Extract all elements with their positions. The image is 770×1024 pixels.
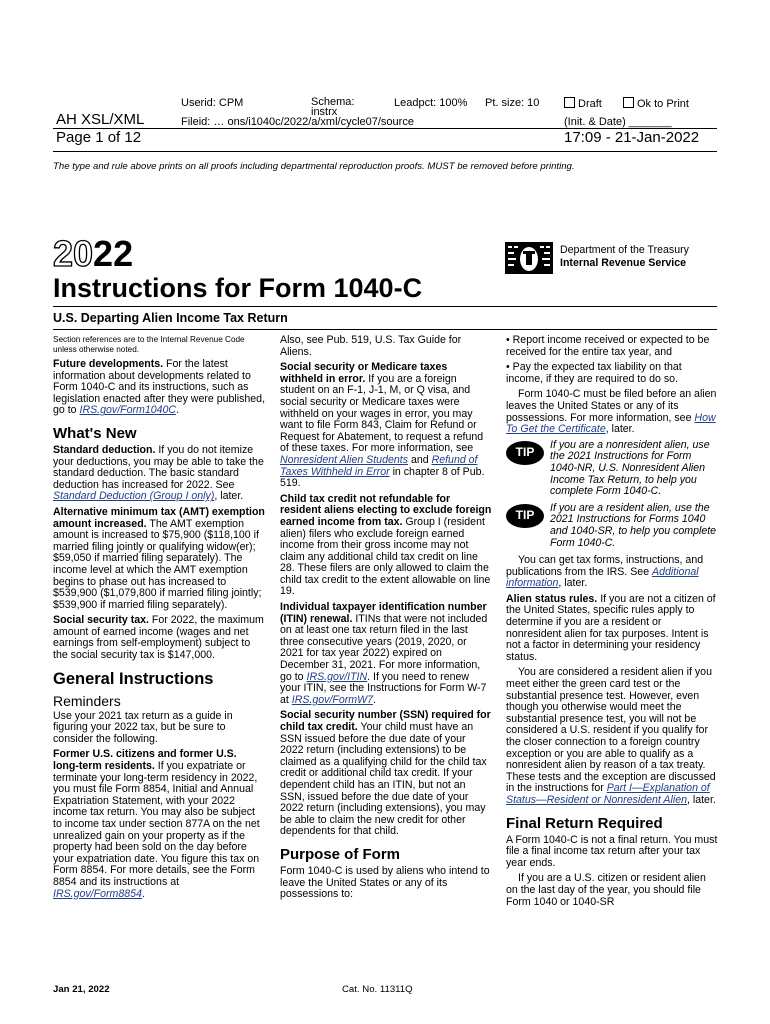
- irs-eagle-logo-icon: [505, 240, 553, 276]
- future-developments-paragraph: Future developments. For the latest information about developments related to Form 1040-C and its instructions, such as legislation enacted after they were published, go to IRS.gov/Form1040C.: [53, 358, 266, 417]
- alien-status-heading: Alien status rules.: [506, 592, 598, 605]
- ss-medicare-paragraph: [280, 362, 492, 490]
- column-2: [280, 335, 492, 905]
- amt-heading: Alternative minimum tax (AMT) exemption amount increased.: [53, 505, 265, 530]
- resident-alien-end: , later.: [686, 793, 716, 806]
- reminders-text: Use your 2021 tax return as a guide in figuring your 2022 tax, but be sure to consider the following.: [53, 709, 233, 745]
- tip-resident: [506, 503, 718, 549]
- former-citizens-end: .: [141, 887, 145, 900]
- must-file-end: , later.: [605, 423, 635, 436]
- ok-to-print-label: Ok to Print: [637, 98, 689, 110]
- child-tax-credit-paragraph: [280, 494, 492, 598]
- ok-check-box-icon: [623, 97, 634, 108]
- ok-to-print-checkbox[interactable]: [623, 97, 689, 110]
- column-1: [53, 335, 265, 904]
- year-title: [53, 234, 133, 274]
- itin-renewal-mid: . If you need to renew your ITIN, see the Instructions for Form W-7 at: [280, 670, 487, 706]
- agency-line-2: Internal Revenue Service: [560, 257, 687, 269]
- tip-resident-text: If you are a resident alien, use the 2021 Instructions for Forms 1040 and 1040-SR, to help you complete Form 1040-C.: [550, 501, 717, 549]
- tax-forms-text: You can get tax forms, instructions, and publications from the IRS. See: [506, 554, 704, 578]
- final-return-text: A Form 1040-C is not a final return. You must file a final income tax return after your tax year ends.: [506, 833, 718, 869]
- how-to-get-certificate-link[interactable]: How To Get the Certificate: [506, 411, 716, 436]
- citizen-resident-text: If you are a U.S. citizen or resident alien on the last day of the year, you should file Form 1040 or 1040-SR: [506, 872, 706, 908]
- amt-paragraph: [53, 507, 265, 611]
- doc-code: AH XSL/XML: [56, 111, 145, 128]
- year-outline: 20: [53, 233, 94, 274]
- agency-line-1: Department of the Treasury: [560, 244, 689, 256]
- former-citizens-heading: Former U.S. citizens and former U.S. long-term residents.: [53, 748, 237, 773]
- standard-deduction-end: , later.: [214, 490, 244, 503]
- draft-check-box-icon: [564, 97, 575, 108]
- draft-label: Draft: [578, 98, 602, 110]
- ss-medicare-text: If you are a foreign student on an F-1, J-1, M, or Q visa, and social security or Medicare taxes were withheld on your wages in error, you may want to file Form 843, Claim for Refund or Request for Abatement, to request a refund of these taxes. For more information, see: [280, 372, 484, 455]
- alien-status-text: If you are not a citizen of the United States, specific rules apply to determine if you are a resident or nonresident alien for tax purposes. Intent is not a factor in determining your residency status.: [506, 592, 716, 663]
- userid: Userid: CPM: [181, 97, 244, 109]
- fileid: Fileid: … ons/i1040c/2022/a/xml/cycle07/source: [181, 116, 414, 128]
- document-title: Instructions for Form 1040-C: [53, 273, 423, 303]
- init-date: (Init. & Date) _______: [564, 116, 672, 128]
- tax-forms-paragraph: [506, 555, 718, 590]
- social-security-tax-heading: Social security tax.: [53, 614, 149, 627]
- social-security-tax-paragraph: [53, 615, 265, 661]
- social-security-tax-text: For 2022, the maximum amount of earned income (wages and net earnings from self-employment) subject to the social security tax is $147,000.: [53, 614, 264, 662]
- itin-renewal-heading: Individual taxpayer identification number (ITIN) renewal.: [280, 601, 487, 625]
- itin-renewal-paragraph: [280, 602, 492, 706]
- final-return-heading: Final Return Required: [506, 814, 663, 832]
- must-file-text: Form 1040-C must be filed before an alien leaves the United States or any of its possessions. For more information, see: [506, 388, 717, 424]
- whats-new-heading: What's New: [53, 424, 137, 442]
- leadpct: Leadpct: 100%: [394, 97, 468, 109]
- title-rule: [53, 306, 717, 307]
- ptsize: Pt. size: 10: [485, 97, 540, 109]
- tip-nonresident-text: If you are a nonresident alien, use the 2021 Instructions for Form 1040-NR, U.S. Nonresident Alien Income Tax Return, to help you complete Form 1040-C.: [550, 438, 710, 498]
- standard-deduction-link[interactable]: Standard Deduction (Group I only): [53, 490, 215, 503]
- nonresident-alien-students-link[interactable]: Nonresident Alien Students: [280, 453, 408, 466]
- timestamp: 17:09 - 21-Jan-2022: [564, 129, 700, 146]
- must-file-paragraph: [506, 389, 718, 435]
- tip-badge-icon: TIP: [506, 504, 544, 528]
- itin-renewal-text: ITINs that were not included on at least one tax return filed in the last three consecutive years (2019, 2020, or 2021 for tax year 2022) expired on December 31, 2021. For more information, go to: [280, 612, 488, 683]
- additional-information-link[interactable]: Additional information: [506, 565, 699, 590]
- page-number: Page 1 of 12: [56, 129, 142, 146]
- document-subtitle: U.S. Departing Alien Income Tax Return: [53, 311, 288, 325]
- future-developments-heading: Future developments.: [53, 358, 164, 370]
- child-tax-credit-heading: Child tax credit not refundable for resident aliens electing to exclude foreign earned income from tax.: [280, 492, 492, 528]
- irs-form1040c-link[interactable]: IRS.gov/Form1040C: [79, 404, 177, 417]
- ss-medicare-heading: Social security or Medicare taxes withheld in error.: [280, 361, 448, 385]
- header-rule-bottom: [53, 151, 717, 152]
- former-citizens-text: If you expatriate or terminate your long-term residency in 2022, you must file Form 8854, Initial and Annual Expatriation Statement, with your 2022 income tax return. You may also be subject to income tax under section 877A on the net unrealized gain on your property as if the property had been sold on the day before your expatriation date. You figure this tax on Form 8854. For more details, see the Form 8854 and its instructions at: [53, 760, 260, 888]
- resident-alien-paragraph: [506, 667, 718, 806]
- tax-forms-end: , later.: [558, 577, 588, 590]
- refund-of-taxes-link[interactable]: Refund of Taxes Withheld in Error: [280, 453, 478, 478]
- schema: Schema: instrx: [311, 96, 355, 118]
- intro-note: Section references are to the Internal Revenue Code unless otherwise noted.: [53, 335, 245, 354]
- child-tax-credit-text: Group I (resident alien) filers who exclude foreign earned income from their gross income may not claim any additional child tax credit on line 28. These filers are only allowed to claim the child tax credit to the extent allowable on line 19.: [280, 515, 491, 598]
- ssn-required-text: Your child must have an SSN issued before the due date of your 2022 return (including extensions) to be claimed as a qualifying child for the child tax credit or additional child tax credit. If your dependent child has an ITIN, but not an SSN, issued before the due date of your 2022 return (including extensions), you may be able to claim the new credit for other dependents for that child.: [280, 721, 487, 838]
- tip-badge-icon: TIP: [506, 441, 544, 465]
- irs-formw7-link[interactable]: IRS.gov/FormW7: [291, 693, 374, 706]
- resident-alien-text: You are considered a resident alien if you meet either the green card test or the substantial presence test. However, even though you otherwise would meet the substantial presence test, you will not be considered a U.S. resident if you qualify for the closer connection to a foreign country exception or you are able to qualify as a nonresident alien by reason of a tax treaty. These tests and the exception are discussed in the instructions for: [506, 666, 716, 795]
- draft-checkbox[interactable]: [564, 97, 602, 110]
- subtitle-rule: [53, 329, 717, 330]
- standard-deduction-heading: Standard deduction.: [53, 443, 156, 456]
- standard-deduction-text: If you do not itemize your deductions, you may be able to take the standard deduction. The basic standard deduction has increased for 2022. See: [53, 443, 264, 491]
- purpose-of-form-heading: Purpose of Form: [280, 845, 401, 863]
- catalog-number: Cat. No. 11311Q: [342, 984, 413, 995]
- ss-medicare-end: in chapter 8 of Pub. 519.: [280, 465, 485, 490]
- bullet-pay-tax: • Pay the expected tax liability on that income, if they are required to do so.: [506, 362, 718, 385]
- purpose-text: Form 1040-C is used by aliens who intend to leave the United States or any of its possessions to:: [280, 864, 490, 901]
- standard-deduction-paragraph: [53, 445, 265, 503]
- tip-nonresident: [506, 440, 718, 498]
- also-see-text: Also, see Pub. 519, U.S. Tax Guide for Aliens.: [280, 334, 462, 358]
- ss-medicare-mid: and: [408, 453, 432, 466]
- footer-date: Jan 21, 2022: [53, 984, 110, 995]
- future-developments-text: For the latest information about developments related to Form 1040-C and its instructions, such as legislation enacted after they were published, go to: [53, 358, 266, 417]
- column-3: [506, 335, 718, 912]
- bullet-report-income: • Report income received or expected to be received for the entire tax year, and: [506, 335, 718, 358]
- itin-renewal-end: .: [373, 693, 376, 706]
- reminders-heading: Reminders: [53, 692, 121, 709]
- former-citizens-paragraph: [53, 749, 265, 900]
- ssn-required-paragraph: [280, 710, 492, 838]
- proof-note: The type and rule above prints on all proofs including departmental reproduction proofs. MUST be removed before printing.: [53, 161, 575, 172]
- amt-text: The AMT exemption amount is increased to $75,900 ($118,100 if married filing jointly or qualifying widow(er); $59,050 if married filing separately). The income level at which the AMT exemption begins to phase out has increased to $539,900 ($1,079,800 if married filing jointly; $539,900 if married filing separately).: [53, 517, 262, 611]
- part-i-explanation-link[interactable]: Part I—Explanation of Status—Resident or Nonresident Alien: [506, 782, 710, 806]
- year-bold: 22: [93, 233, 134, 274]
- general-instructions-heading: General Instructions: [53, 669, 214, 688]
- irs-form8854-link[interactable]: IRS.gov/Form8854: [53, 887, 142, 900]
- ssn-required-heading: Social security number (SSN) required for child tax credit.: [280, 709, 491, 733]
- irs-itin-link[interactable]: IRS.gov/ITIN: [306, 670, 368, 683]
- alien-status-paragraph: [506, 594, 718, 664]
